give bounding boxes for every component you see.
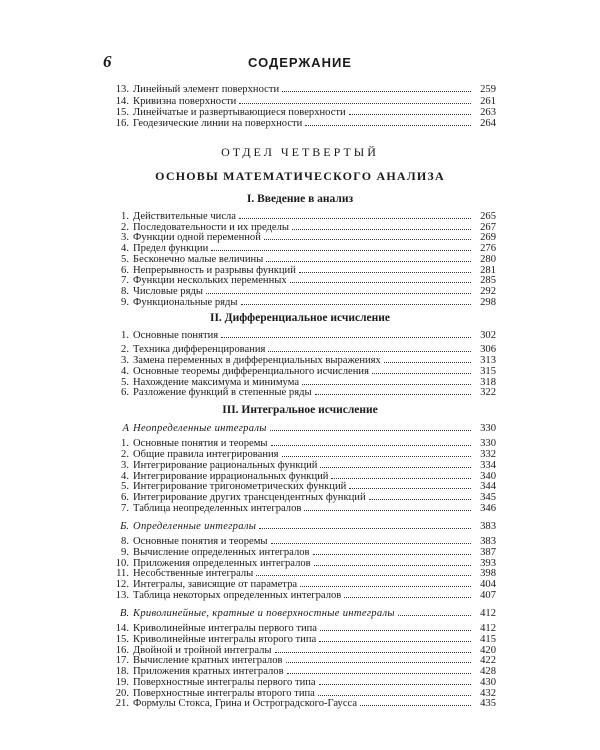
toc-entry: 5. Бесконечно малые величины 280 (121, 254, 496, 265)
toc-entry: 3. Замена переменных в дифференциальных выражениях 313 (121, 355, 496, 366)
toc-entry: 9. Функциональные ряды 298 (121, 297, 496, 308)
toc-entry: 11. Несобственные интегралы 398 (116, 568, 496, 579)
toc-entry: 13. Таблица некоторых определенных интегралов 407 (115, 590, 496, 601)
toc-entry: 3. Интегрирование рациональных функций 334 (121, 460, 496, 471)
toc-entry: 3. Функции одной переменной 269 (121, 232, 496, 243)
toc-entry: 15. Линейчатые и развертывающиеся поверхности 263 (115, 107, 496, 118)
toc-entry: 2. Общие правила интегрирования 332 (121, 449, 496, 460)
toc-entry: 1. Основные понятия и теоремы 330 (121, 438, 496, 449)
toc-entry: 14. Кривизна поверхности 261 (115, 96, 496, 107)
toc-entry: 2. Последовательности и их пределы 267 (121, 222, 496, 233)
toc-entry: 6. Разложение функций в степенные ряды 322 (121, 387, 496, 398)
toc-entry: 5. Интегрирование тригонометрических функций 344 (121, 481, 496, 492)
toc-entry: 15. Криволинейные интегралы второго типа 415 (115, 634, 496, 645)
toc-entry: 14. Криволинейные интегралы первого типа 412 (115, 623, 496, 634)
toc-entry: 20. Поверхностные интегралы второго типа 432 (115, 688, 496, 699)
toc-entry: 1. Основные понятия 302 (121, 330, 496, 341)
running-title: СОДЕРЖАНИЕ (248, 55, 352, 70)
toc-entry: 21. Формулы Стокса, Грина и Остроградского-Гаусса 435 (115, 698, 496, 709)
toc-entry: 17. Вычисление кратных интегралов 422 (115, 655, 496, 666)
toc-entry: 10. Приложения определенных интегралов 393 (115, 558, 496, 569)
toc-entry: 6. Непрерывность и разрывы функций 281 (121, 265, 496, 276)
toc-entry: 7. Таблица неопределенных интегралов 346 (121, 503, 496, 514)
toc-entry: 16. Геодезические линии на поверхности 264 (115, 118, 496, 129)
toc-group-heading: В. Криволинейные, кратные и поверхностные интегралы 412 (119, 608, 496, 619)
toc-entry: 12. Интегралы, зависящие от параметра 404 (115, 579, 496, 590)
toc-entry: 4. Основные теоремы дифференциального исчисления 315 (121, 366, 496, 377)
toc-group-heading: A Неопределенные интегралы 330 (122, 423, 496, 434)
toc-entry: 8. Основные понятия и теоремы 383 (121, 536, 496, 547)
toc-entry: 9. Вычисление определенных интегралов 387 (121, 547, 496, 558)
toc-entry: 4. Интегрирование иррациональных функций 340 (121, 471, 496, 482)
part-title: ОСНОВЫ МАТЕМАТИЧЕСКОГО АНАЛИЗА (155, 169, 445, 183)
part-label: ОТДЕЛ ЧЕТВЕРТЫЙ (221, 145, 379, 159)
toc-entry: 8. Числовые ряды 292 (121, 286, 496, 297)
toc-entry: 16. Двойной и тройной интегралы 420 (115, 645, 496, 656)
toc-entry: 7. Функции нескольких переменных 285 (121, 275, 496, 286)
toc-entry: 13. Линейный элемент поверхности 259 (115, 84, 496, 95)
toc-entry: 1. Действительные числа 265 (121, 211, 496, 222)
section-title: I. Введение в анализ (246, 193, 354, 205)
toc-group-heading: Б. Определенные интегралы 383 (120, 521, 496, 532)
toc-entry: 19. Поверхностные интегралы первого типа 430 (115, 677, 496, 688)
page-number: 6 (103, 52, 112, 71)
section-title: II. Дифференциальное исчисление (209, 312, 390, 324)
toc-entry: 2. Техника дифференцирования 306 (121, 344, 496, 355)
toc-entry: 4. Предел функции 276 (121, 243, 496, 254)
toc-entry: 18. Приложения кратных интегралов 428 (115, 666, 496, 677)
toc-entry: 5. Нахождение максимума и минимума 318 (121, 377, 496, 388)
toc-entry: 6. Интегрирование других трансцендентных функций 345 (121, 492, 496, 503)
section-title: III. Интегральное исчисление (222, 404, 378, 416)
